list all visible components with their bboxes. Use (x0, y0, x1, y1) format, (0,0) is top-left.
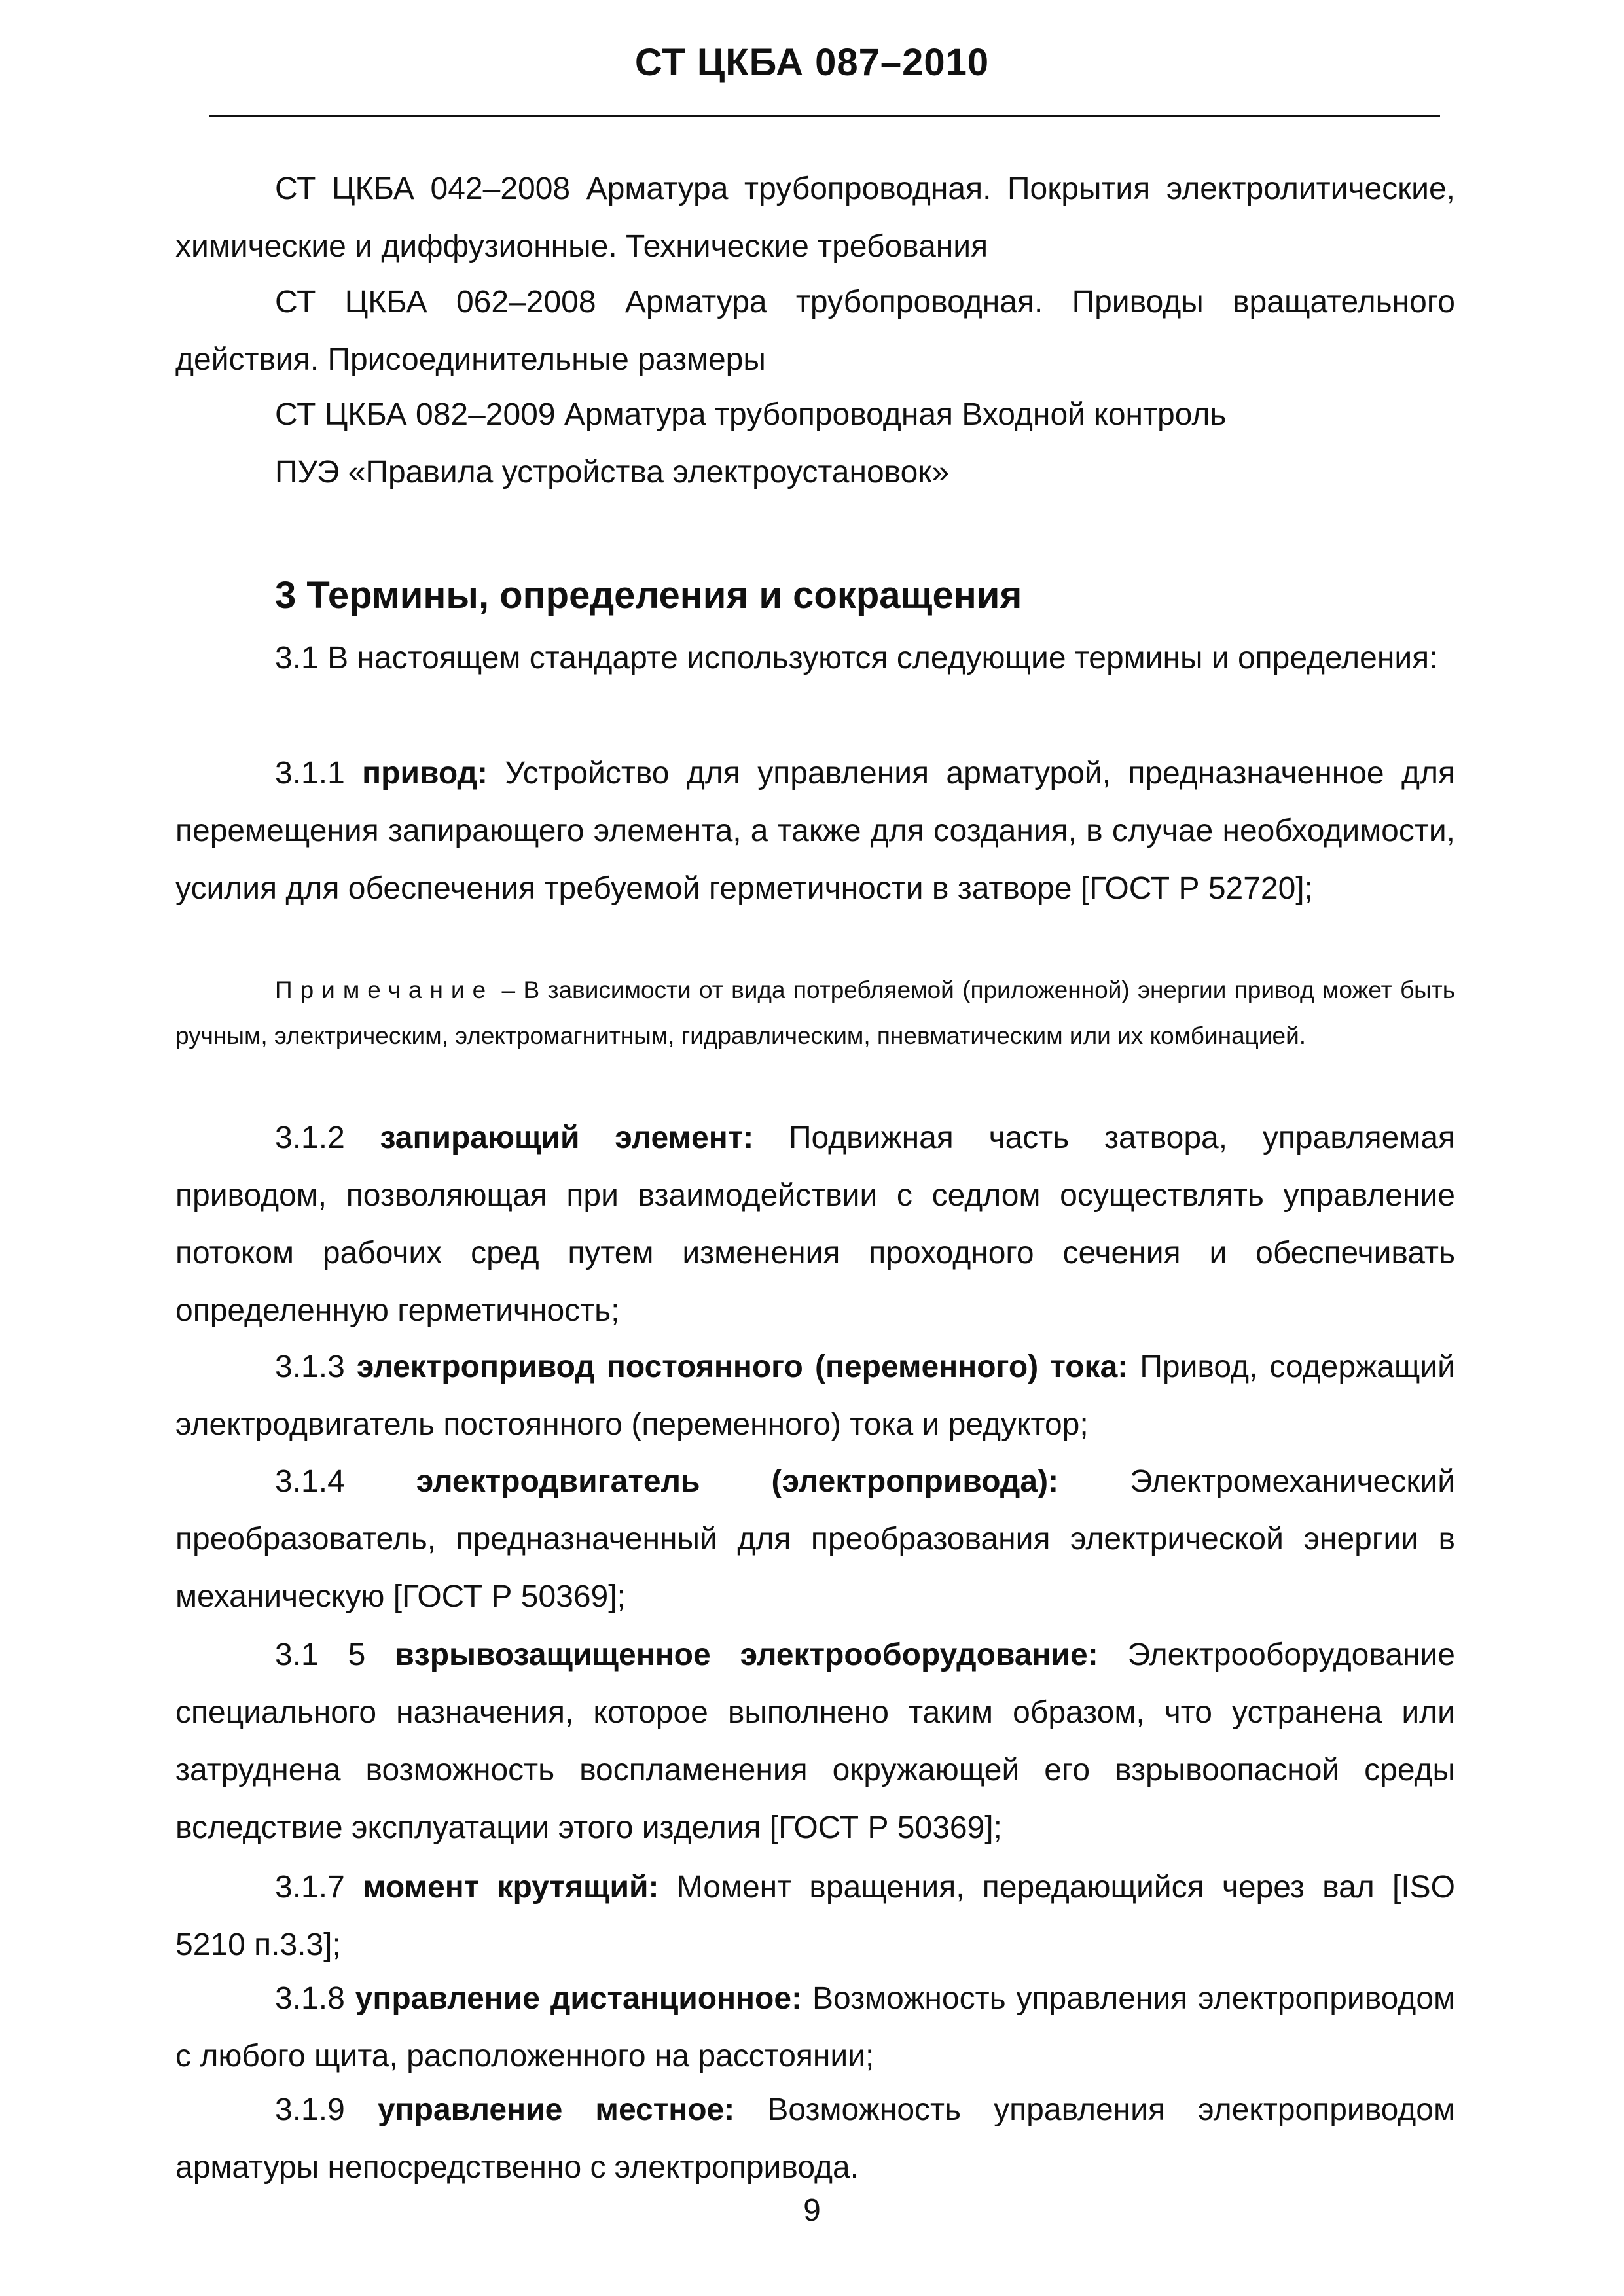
term-entry (175, 1109, 1455, 1340)
document-header-title: СТ ЦКБА 087–2010 (634, 41, 990, 84)
term-name: привод: (362, 756, 488, 791)
term-name: взрывозащищенное электрооборудование: (395, 1638, 1098, 1672)
term-number: 3.1.2 (275, 1121, 345, 1155)
term-number: 3.1.3 (275, 1350, 345, 1384)
term-definition: Возможность управления электроприводом с любого щита, расположенного на расстоянии; (175, 1981, 1456, 2073)
term-entry (175, 1859, 1455, 1974)
term-definition: Устройство для управления арматурой, предназначенное для перемещения запирающего элемента, а также для создания, в случае необходимости, усилия для обеспечения требуемой герметичности в затворе [ГОСТ Р 52720]; (175, 756, 1456, 906)
header-divider (209, 115, 1440, 117)
note-label: Примечание (275, 977, 494, 1003)
term-name: электропривод постоянного (переменного) тока: (356, 1350, 1128, 1384)
term-name: момент крутящий: (363, 1870, 659, 1905)
term-definition: Электрооборудование специального назначения, которое выполнено таким образом, что устранена или затруднена возможность воспламенения окружающей его взрывоопасной среды вследствие эксплуатации этого изделия [ГОСТ Р 50369]; (175, 1638, 1455, 1845)
reference-item: СТ ЦКБА 062–2008 Арматура трубопроводная. Приводы вращательного действия. Присоединительные размеры (175, 285, 1455, 377)
section-intro: 3.1 В настоящем стандарте используются следующие термины и определения: (275, 641, 1438, 675)
term-definition: Возможность управления электроприводом арматуры непосредственно с электропривода. (175, 2092, 1455, 2185)
note (175, 967, 1455, 1059)
term-name: запирающий элемент: (380, 1121, 754, 1155)
section-heading: 3 Термины, определения и сокращения (275, 574, 1022, 617)
term-number: 3.1.4 (275, 1464, 345, 1499)
term-entry (175, 1338, 1455, 1454)
term-number: 3.1.7 (275, 1870, 345, 1905)
reference-item: СТ ЦКБА 042–2008 Арматура трубопроводная. Покрытия электролитические, химические и диффузионные. Технические требования (175, 171, 1455, 264)
term-entry (175, 2081, 1455, 2197)
note-text: – В зависимости от вида потребляемой (приложенной) энергии привод может быть ручным, электрическим, электромагнитным, гидравлическим, пневматическим или их комбинацией. (175, 977, 1455, 1049)
term-number: 3.1 5 (275, 1638, 366, 1672)
term-number: 3.1.1 (275, 756, 345, 791)
term-definition: Привод, содержащий электродвигатель постоянного (переменного) тока и редуктор; (175, 1350, 1455, 1442)
reference-item: СТ ЦКБА 082–2009 Арматура трубопроводная Входной контроль (275, 397, 1227, 432)
term-definition: Подвижная часть затвора, управляемая приводом, позволяющая при взаимодействии с седлом осуществлять управление потоком рабочих сред путем изменения проходного сечения и обеспечивать определенную герметичность; (175, 1121, 1456, 1328)
term-entry (175, 1970, 1455, 2085)
term-entry (175, 745, 1455, 918)
term-name: управление местное: (377, 2092, 735, 2127)
term-name: управление дистанционное: (355, 1981, 803, 2016)
term-entry (175, 1626, 1455, 1857)
term-definition: Электромеханический преобразователь, предназначенный для преобразования электрической энергии в механическую [ГОСТ Р 50369]; (175, 1464, 1455, 1614)
term-number: 3.1.8 (275, 1981, 345, 2016)
term-name: электродвигатель (электропривода): (416, 1464, 1059, 1499)
term-definition: Момент вращения, передающийся через вал [ISO 5210 п.3.3]; (175, 1870, 1456, 1962)
reference-item: ПУЭ «Правила устройства электроустановок» (275, 455, 950, 490)
term-number: 3.1.9 (275, 2092, 345, 2127)
term-entry (175, 1453, 1455, 1626)
page-number: 9 (803, 2193, 821, 2228)
